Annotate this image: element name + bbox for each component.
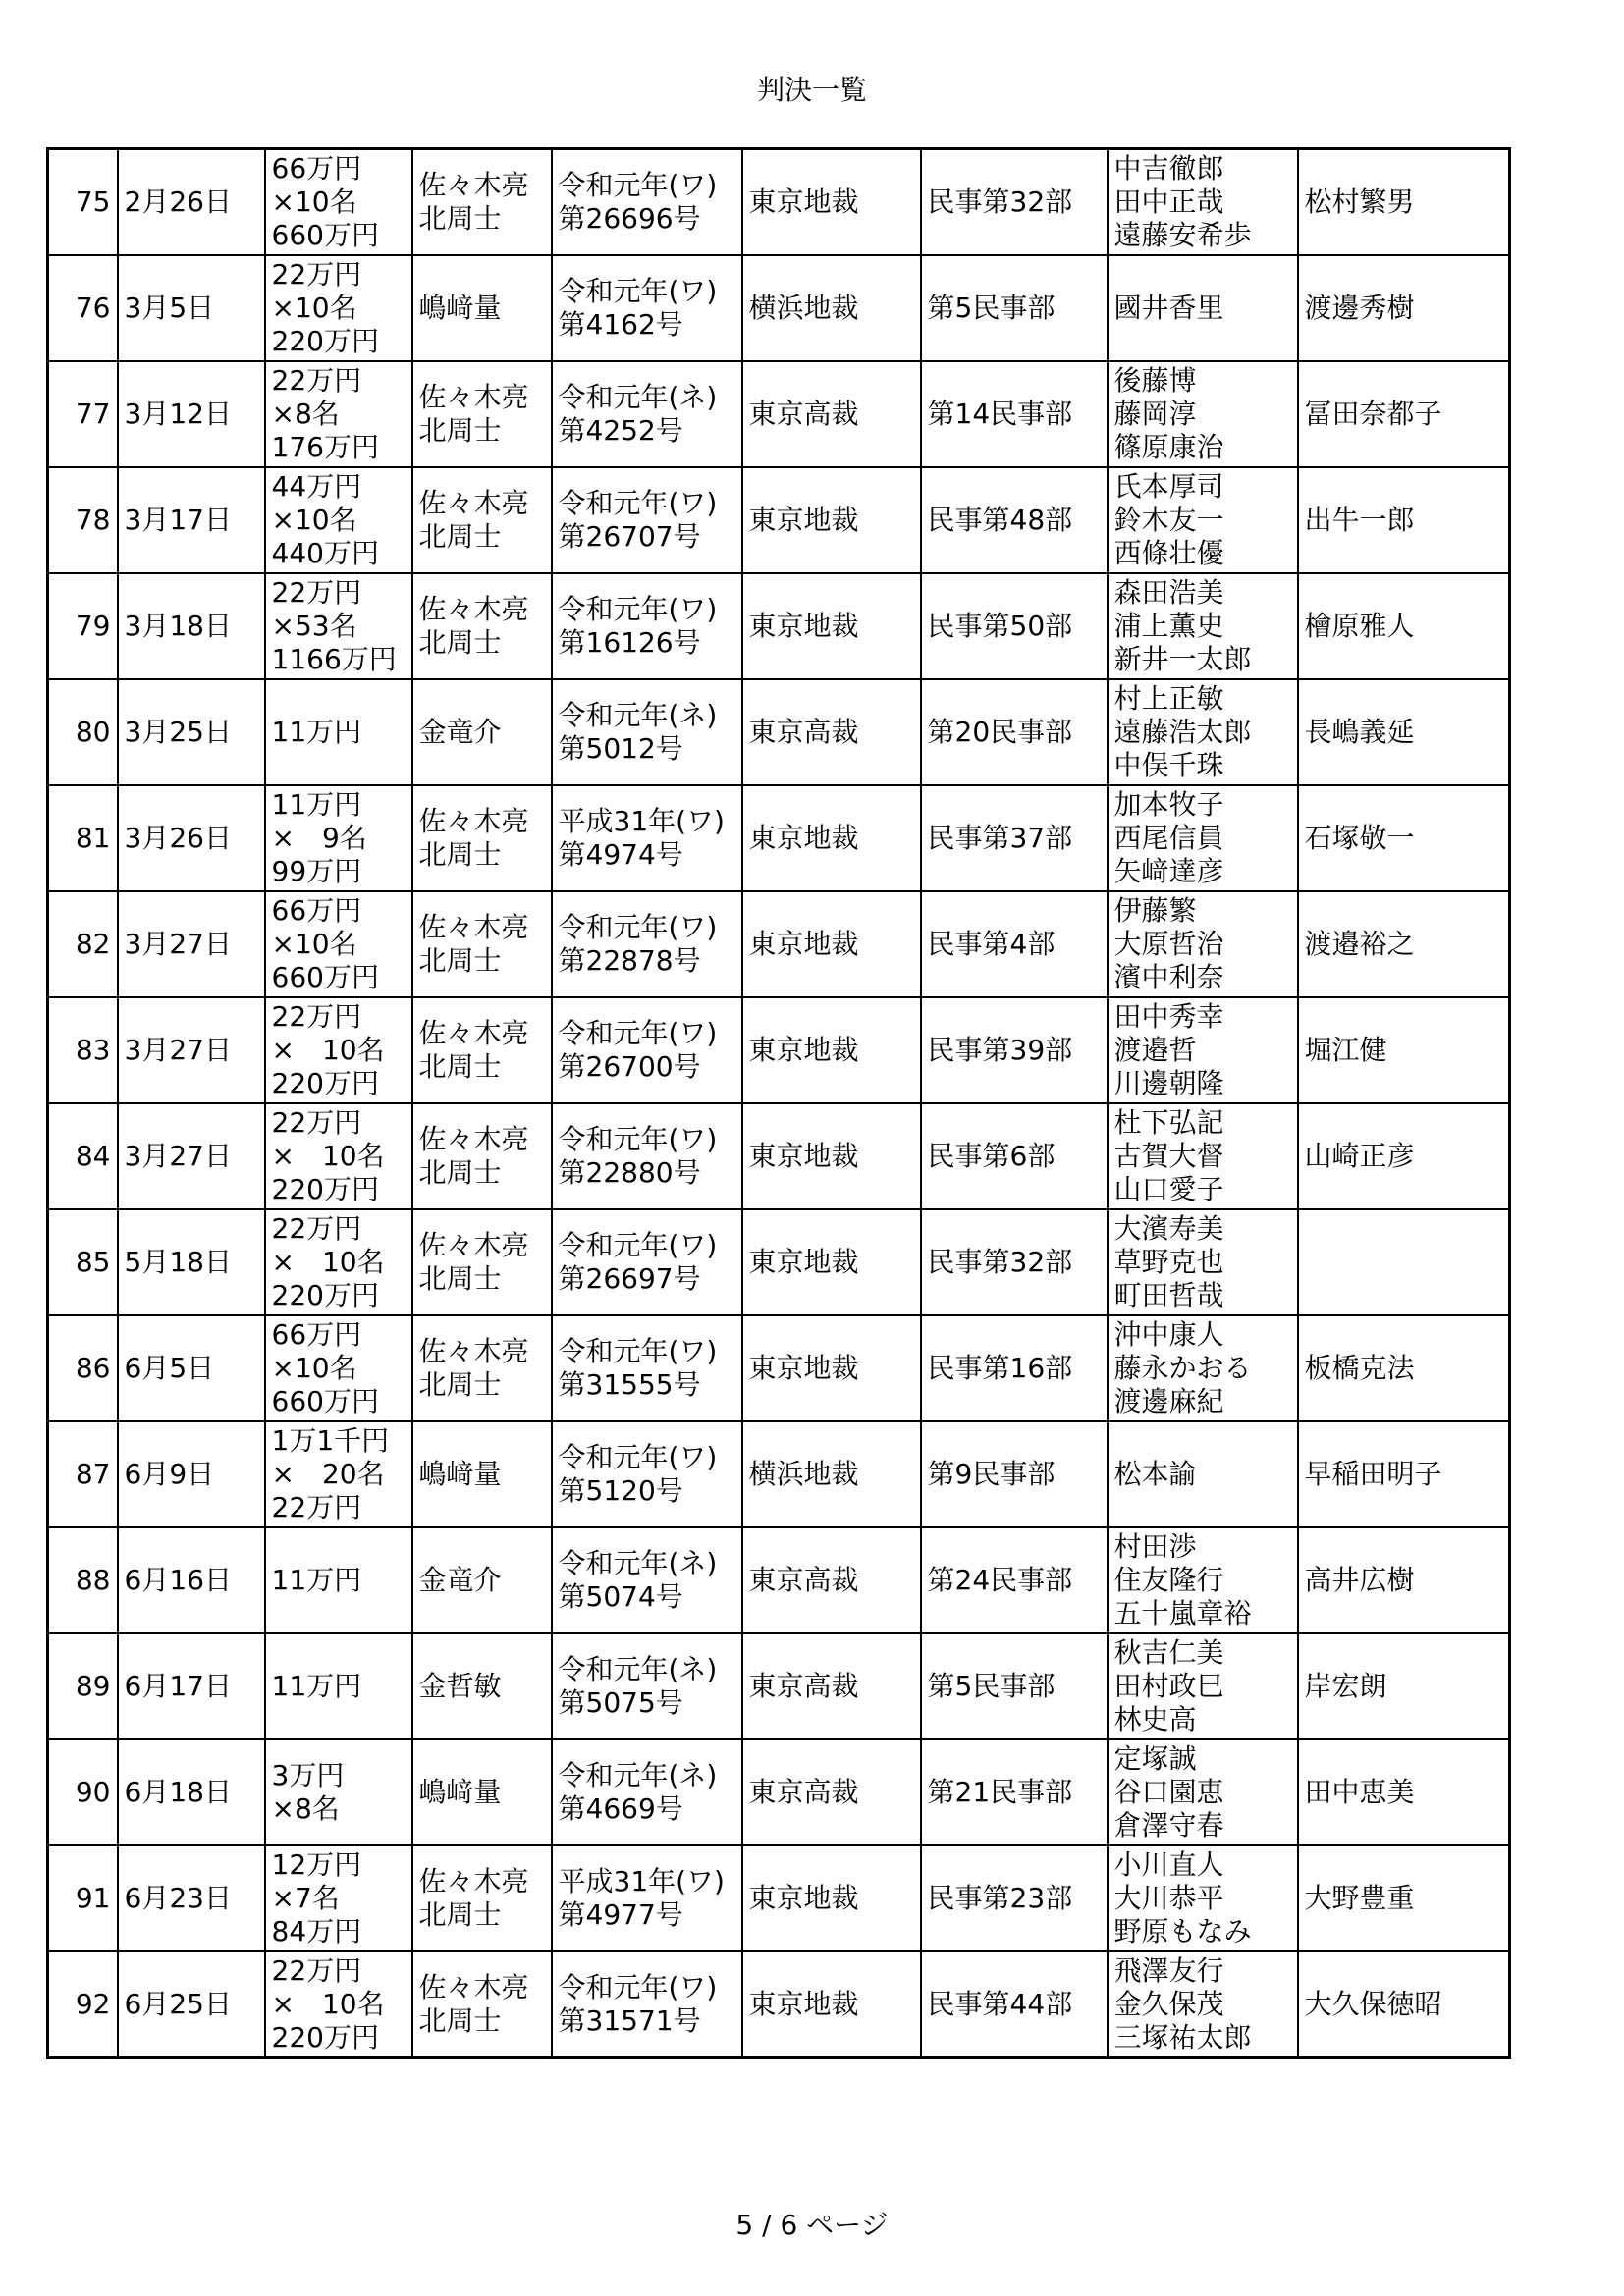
judge-names: 沖中康人 藤永かおる 渡邊麻紀 <box>1108 1315 1298 1421</box>
plaintiff-counsel: 佐々木亮 北周士 <box>412 785 552 891</box>
row-number: 88 <box>48 1527 118 1633</box>
row-number: 89 <box>48 1633 118 1739</box>
row-number: 92 <box>48 1951 118 2058</box>
court-name: 東京地裁 <box>742 573 921 679</box>
award-amount: 22万円 × 10名 220万円 <box>265 1951 412 2058</box>
award-amount: 1万1千円 × 20名 22万円 <box>265 1421 412 1527</box>
judge-names: 杜下弘記 古賀大督 山口愛子 <box>1108 1103 1298 1209</box>
award-amount: 11万円 <box>265 1527 412 1633</box>
defendant-name: 長嶋義延 <box>1298 679 1510 785</box>
award-amount: 22万円 × 10名 220万円 <box>265 1209 412 1315</box>
plaintiff-counsel: 佐々木亮 北周士 <box>412 1103 552 1209</box>
court-name: 東京地裁 <box>742 891 921 997</box>
case-number: 令和元年(ワ) 第26707号 <box>552 467 742 573</box>
table-row <box>48 149 1510 256</box>
award-amount: 11万円 × 9名 99万円 <box>265 785 412 891</box>
court-name: 東京高裁 <box>742 679 921 785</box>
row-number: 86 <box>48 1315 118 1421</box>
table-row <box>48 997 1510 1103</box>
award-amount: 66万円 ×10名 660万円 <box>265 891 412 997</box>
table-row <box>48 573 1510 679</box>
court-division: 民事第32部 <box>921 149 1108 256</box>
plaintiff-counsel: 佐々木亮 北周士 <box>412 1951 552 2058</box>
court-division: 民事第44部 <box>921 1951 1108 2058</box>
row-number: 90 <box>48 1739 118 1845</box>
court-division: 第5民事部 <box>921 1633 1108 1739</box>
court-division: 民事第48部 <box>921 467 1108 573</box>
defendant-name: 早稲田明子 <box>1298 1421 1510 1527</box>
judge-names: 秋吉仁美 田村政巳 林史高 <box>1108 1633 1298 1739</box>
court-name: 東京地裁 <box>742 785 921 891</box>
row-number: 80 <box>48 679 118 785</box>
judgment-date: 6月25日 <box>118 1951 265 2058</box>
judgment-date: 3月25日 <box>118 679 265 785</box>
plaintiff-counsel: 金哲敏 <box>412 1633 552 1739</box>
judgment-date: 3月17日 <box>118 467 265 573</box>
judge-names: 田中秀幸 渡邉哲 川邊朝隆 <box>1108 997 1298 1103</box>
judge-names: 大濱寿美 草野克也 町田哲哉 <box>1108 1209 1298 1315</box>
table-row <box>48 1527 1510 1633</box>
judge-names: 森田浩美 浦上薫史 新井一太郎 <box>1108 573 1298 679</box>
row-number: 76 <box>48 255 118 361</box>
court-division: 民事第6部 <box>921 1103 1108 1209</box>
table-row <box>48 1951 1510 2058</box>
judge-names: 定塚誠 谷口園恵 倉澤守春 <box>1108 1739 1298 1845</box>
case-number: 令和元年(ワ) 第26700号 <box>552 997 742 1103</box>
defendant-name: 岸宏朗 <box>1298 1633 1510 1739</box>
case-number: 令和元年(ワ) 第22878号 <box>552 891 742 997</box>
court-division: 第20民事部 <box>921 679 1108 785</box>
award-amount: 11万円 <box>265 679 412 785</box>
case-number: 令和元年(ワ) 第22880号 <box>552 1103 742 1209</box>
case-number: 令和元年(ワ) 第31571号 <box>552 1951 742 2058</box>
court-name: 東京高裁 <box>742 1633 921 1739</box>
case-number: 令和元年(ワ) 第31555号 <box>552 1315 742 1421</box>
defendant-name: 板橋克法 <box>1298 1315 1510 1421</box>
court-name: 東京高裁 <box>742 361 921 467</box>
judgment-date: 6月16日 <box>118 1527 265 1633</box>
court-division: 民事第4部 <box>921 891 1108 997</box>
plaintiff-counsel: 金竜介 <box>412 679 552 785</box>
row-number: 87 <box>48 1421 118 1527</box>
award-amount: 3万円 ×8名 <box>265 1739 412 1845</box>
plaintiff-counsel: 佐々木亮 北周士 <box>412 891 552 997</box>
case-number: 令和元年(ネ) 第5074号 <box>552 1527 742 1633</box>
court-name: 東京地裁 <box>742 1209 921 1315</box>
defendant-name: 松村繁男 <box>1298 149 1510 256</box>
court-name: 東京高裁 <box>742 1527 921 1633</box>
judgment-date: 3月26日 <box>118 785 265 891</box>
plaintiff-counsel: 佐々木亮 北周士 <box>412 573 552 679</box>
row-number: 84 <box>48 1103 118 1209</box>
table-row <box>48 361 1510 467</box>
court-name: 東京地裁 <box>742 1315 921 1421</box>
award-amount: 22万円 ×10名 220万円 <box>265 255 412 361</box>
court-name: 東京地裁 <box>742 467 921 573</box>
court-name: 東京地裁 <box>742 997 921 1103</box>
court-division: 民事第16部 <box>921 1315 1108 1421</box>
row-number: 85 <box>48 1209 118 1315</box>
court-division: 第21民事部 <box>921 1739 1108 1845</box>
case-number: 令和元年(ワ) 第26697号 <box>552 1209 742 1315</box>
table-body <box>48 149 1510 2058</box>
judge-names: 國井香里 <box>1108 255 1298 361</box>
judgment-date: 6月23日 <box>118 1845 265 1951</box>
judgment-date: 3月5日 <box>118 255 265 361</box>
row-number: 91 <box>48 1845 118 1951</box>
case-number: 令和元年(ワ) 第4162号 <box>552 255 742 361</box>
judgment-date: 6月5日 <box>118 1315 265 1421</box>
table-row <box>48 1421 1510 1527</box>
page-title: 判決一覧 <box>756 74 867 106</box>
court-division: 第5民事部 <box>921 255 1108 361</box>
case-number: 令和元年(ネ) 第5012号 <box>552 679 742 785</box>
table-row <box>48 679 1510 785</box>
award-amount: 44万円 ×10名 440万円 <box>265 467 412 573</box>
table-row <box>48 1739 1510 1845</box>
defendant-name: 渡邊秀樹 <box>1298 255 1510 361</box>
court-division: 民事第23部 <box>921 1845 1108 1951</box>
row-number: 77 <box>48 361 118 467</box>
award-amount: 22万円 ×8名 176万円 <box>265 361 412 467</box>
defendant-name: 大野豊重 <box>1298 1845 1510 1951</box>
plaintiff-counsel: 佐々木亮 北周士 <box>412 1845 552 1951</box>
award-amount: 66万円 ×10名 660万円 <box>265 149 412 256</box>
court-name: 東京高裁 <box>742 1739 921 1845</box>
judgment-date: 6月9日 <box>118 1421 265 1527</box>
table-row <box>48 1209 1510 1315</box>
award-amount: 11万円 <box>265 1633 412 1739</box>
plaintiff-counsel: 嶋﨑量 <box>412 1739 552 1845</box>
award-amount: 22万円 × 10名 220万円 <box>265 1103 412 1209</box>
judge-names: 飛澤友行 金久保茂 三塚祐太郎 <box>1108 1951 1298 2058</box>
court-division: 民事第50部 <box>921 573 1108 679</box>
plaintiff-counsel: 嶋﨑量 <box>412 1421 552 1527</box>
defendant-name: 冨田奈都子 <box>1298 361 1510 467</box>
row-number: 75 <box>48 149 118 256</box>
case-number: 令和元年(ワ) 第26696号 <box>552 149 742 256</box>
judgment-date: 3月12日 <box>118 361 265 467</box>
row-number: 82 <box>48 891 118 997</box>
award-amount: 66万円 ×10名 660万円 <box>265 1315 412 1421</box>
court-division: 第24民事部 <box>921 1527 1108 1633</box>
judge-names: 後藤博 藤岡淳 篠原康治 <box>1108 361 1298 467</box>
page-indicator: 5 / 6 ページ <box>735 2209 889 2241</box>
case-number: 令和元年(ネ) 第4252号 <box>552 361 742 467</box>
judgment-date: 3月27日 <box>118 997 265 1103</box>
court-name: 東京地裁 <box>742 149 921 256</box>
case-number: 平成31年(ワ) 第4974号 <box>552 785 742 891</box>
defendant-name: 石塚敬一 <box>1298 785 1510 891</box>
table-row <box>48 785 1510 891</box>
defendant-name <box>1298 1209 1510 1315</box>
plaintiff-counsel: 佐々木亮 北周士 <box>412 1315 552 1421</box>
judge-names: 加本牧子 西尾信員 矢﨑達彦 <box>1108 785 1298 891</box>
table-row <box>48 891 1510 997</box>
judgment-date: 6月17日 <box>118 1633 265 1739</box>
case-number: 令和元年(ネ) 第5075号 <box>552 1633 742 1739</box>
award-amount: 22万円 ×53名 1166万円 <box>265 573 412 679</box>
court-division: 第9民事部 <box>921 1421 1108 1527</box>
row-number: 79 <box>48 573 118 679</box>
judgment-date: 2月26日 <box>118 149 265 256</box>
court-division: 民事第37部 <box>921 785 1108 891</box>
court-name: 横浜地裁 <box>742 255 921 361</box>
award-amount: 22万円 × 10名 220万円 <box>265 997 412 1103</box>
defendant-name: 田中恵美 <box>1298 1739 1510 1845</box>
court-name: 東京地裁 <box>742 1103 921 1209</box>
case-number: 令和元年(ワ) 第5120号 <box>552 1421 742 1527</box>
judgment-date: 5月18日 <box>118 1209 265 1315</box>
case-number: 平成31年(ワ) 第4977号 <box>552 1845 742 1951</box>
row-number: 83 <box>48 997 118 1103</box>
plaintiff-counsel: 佐々木亮 北周士 <box>412 997 552 1103</box>
case-number: 令和元年(ワ) 第16126号 <box>552 573 742 679</box>
table-row <box>48 467 1510 573</box>
defendant-name: 堀江健 <box>1298 997 1510 1103</box>
judgment-date: 3月18日 <box>118 573 265 679</box>
defendant-name: 渡邉裕之 <box>1298 891 1510 997</box>
judge-names: 小川直人 大川恭平 野原もなみ <box>1108 1845 1298 1951</box>
defendant-name: 出牛一郎 <box>1298 467 1510 573</box>
judgment-table <box>46 147 1511 2059</box>
defendant-name: 檜原雅人 <box>1298 573 1510 679</box>
row-number: 81 <box>48 785 118 891</box>
plaintiff-counsel: 佐々木亮 北周士 <box>412 1209 552 1315</box>
court-name: 東京地裁 <box>742 1951 921 2058</box>
case-number: 令和元年(ネ) 第4669号 <box>552 1739 742 1845</box>
judgment-date: 3月27日 <box>118 1103 265 1209</box>
judgment-date: 6月18日 <box>118 1739 265 1845</box>
plaintiff-counsel: 佐々木亮 北周士 <box>412 149 552 256</box>
court-division: 民事第39部 <box>921 997 1108 1103</box>
court-name: 東京地裁 <box>742 1845 921 1951</box>
plaintiff-counsel: 佐々木亮 北周士 <box>412 467 552 573</box>
judge-names: 村田渉 住友隆行 五十嵐章裕 <box>1108 1527 1298 1633</box>
court-division: 第14民事部 <box>921 361 1108 467</box>
table-row <box>48 1845 1510 1951</box>
table-row <box>48 1633 1510 1739</box>
defendant-name: 山崎正彦 <box>1298 1103 1510 1209</box>
table-row <box>48 1315 1510 1421</box>
judgment-date: 3月27日 <box>118 891 265 997</box>
table-row <box>48 1103 1510 1209</box>
judge-names: 松本諭 <box>1108 1421 1298 1527</box>
plaintiff-counsel: 佐々木亮 北周士 <box>412 361 552 467</box>
plaintiff-counsel: 嶋﨑量 <box>412 255 552 361</box>
judge-names: 村上正敏 遠藤浩太郎 中俣千珠 <box>1108 679 1298 785</box>
judge-names: 中吉徹郎 田中正哉 遠藤安希歩 <box>1108 149 1298 256</box>
row-number: 78 <box>48 467 118 573</box>
judge-names: 氏本厚司 鈴木友一 西條壮優 <box>1108 467 1298 573</box>
defendant-name: 大久保徳昭 <box>1298 1951 1510 2058</box>
court-name: 横浜地裁 <box>742 1421 921 1527</box>
table-row <box>48 255 1510 361</box>
plaintiff-counsel: 金竜介 <box>412 1527 552 1633</box>
award-amount: 12万円 ×7名 84万円 <box>265 1845 412 1951</box>
court-division: 民事第32部 <box>921 1209 1108 1315</box>
defendant-name: 高井広樹 <box>1298 1527 1510 1633</box>
judge-names: 伊藤繁 大原哲治 濱中利奈 <box>1108 891 1298 997</box>
